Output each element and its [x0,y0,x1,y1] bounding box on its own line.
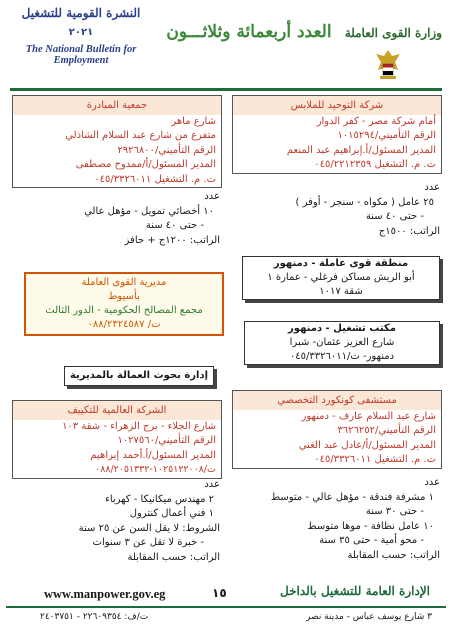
header-divider [10,88,442,91]
region-address: أبو الريش مساكن فرغلي - عمارة ١ [267,272,415,283]
company-street: شارع ماهر [171,115,216,127]
company-address: أمام شركة مصر - كفر الدوار [316,115,436,127]
count-label: عدد [424,477,440,488]
salary: الراتب: حسب المقابلة [347,549,440,561]
job-item: ١ مشرفة فندقة - مؤهل عالي - متوسط [270,491,434,503]
job-item: - خبرة لا تقل عن ٣ سنوات [92,537,204,548]
job-details-ac-company [12,478,220,565]
footer-address: ٣ شارع يوسف عباس - مدينة نصر [306,612,432,622]
count-label: عدد [424,182,440,193]
salary: الراتب: ١٢٠٠ج + حافز [124,234,220,246]
manager-name: المدير المسئول/أ/عادل عبد الغني [298,439,436,451]
manager-name: المدير المسئول/أ/ممدوح مصطفى [75,159,216,170]
insurance-number: الرقم التأميني/٣٦٢٦٢٥٢ [337,425,436,436]
job-item: - حتى ٤٠ سنة [365,211,424,222]
salary: الراتب: حسب المقابلة [127,551,220,563]
job-details-mubadara [12,190,220,248]
job-item: ٢٥ عامل ( مكواه - سنجر - أوفر ) [295,196,434,208]
job-item: ١٠ أخصائي تمويل - مؤهل عالي [84,205,214,217]
salary: الراتب: ١٥٠٠ج [378,225,440,237]
footer-phone: ت/ف: ٢٢٦٠٩٣٥٤ - ٢٤٠٣٧٥١ [40,612,149,622]
employment-phone: ت. م. التشغيل ٠٤٥/٣٣٢٦٠١١ [94,173,216,185]
insurance-number: الرقم التأميني/٢٩٢٦٨٠٠ [117,144,216,156]
website-link[interactable]: www.manpower.gov.eg [44,587,166,601]
company-address: شارع عبد السلام عارف - دمنهور [301,410,436,422]
issue-title: العدد أربعمائة وثلاثـــون [166,22,332,42]
insurance-number: الرقم التأميني/١٠١٥٢٩٤ [337,130,436,141]
manager-name: المدير المسئول/أ.أحمد إبراهيم [90,449,216,461]
region-flat: شقة ١٠١٧ [319,286,363,297]
employment-phone: ت. م. التشغيل ٠٤٥/٢٢١٢٣٥٩ [314,159,436,170]
research-dept-label: إدارة بحوث العمالة بالمديرية [69,370,209,381]
company-address: متفرع من شارع عبد السلام الشاذلي [65,130,216,141]
region-title: منطقة قوى عاملة - دمنهور [273,258,409,269]
office-address: شارع العزيز عثمان- شبرا [289,337,395,348]
directorate-address: مجمع المصالح الحكومية - الدور الثالث [45,305,203,316]
bulletin-title-en: The National Bulletin for Employment [25,44,137,66]
job-item: - محو أمية - حتى ٣٥ سنة [319,535,424,546]
directorate-box [24,272,224,336]
manager-name: المدير المسئول/أ.إبراهيم عبد المنعم [286,144,436,156]
job-card-tawheed [232,95,442,174]
job-item: - حتى ٣٠ سنة [365,506,424,517]
job-item: - حتى ٤٠ سنة [145,220,204,231]
bulletin-year: ٢٠٢١ [68,27,94,38]
count-label: عدد [204,191,220,202]
count-label: عدد [204,479,220,490]
job-card-mubadara [12,95,222,188]
page-number: ١٥ [212,586,227,600]
job-card-ac-company [12,400,222,479]
egypt-eagle-icon [374,48,402,82]
directorate-title: مديرية القوى العاملة [81,277,167,288]
page-header [0,0,452,92]
footer-divider [6,606,446,608]
job-item: ٢ مهندس ميكانيكا - كهرباء [105,493,214,505]
directorate-phone: ت/ ٠٨٨/٢٣٢٤٥٨٧ [87,319,161,330]
office-title: مكتب تشغيل - دمنهور [288,323,396,334]
directorate-city: بأسيوط [108,291,140,302]
job-conditions: الشروط: لا يقل السن عن ٢٥ سنة [78,522,220,534]
research-dept-box [64,366,214,386]
employment-phone: ت/١٠٢٥١٢٢٠٠٨-٠٨٨/٢٠٥١٣٣٢ [95,464,216,475]
footer-admin-title: الإدارة العامة للتشغيل بالداخل [279,584,430,598]
office-phone: دمنهور- ت/٠٤٥/٣٣٢٦٠١١ [289,351,395,362]
company-address: شارع الجلاء - برج الزهراء - شقة ١٠٣ [62,420,216,432]
insurance-number: الرقم التأميني/١٠٢٧٥٦٠ [117,435,216,446]
job-item: ١٠ عامل نظافة - موها متوسط [307,520,434,532]
company-name: جمعية المبادرة [13,96,221,115]
bulletin-title-ar: النشرة القومية للتشغيل [21,6,141,20]
region-box [242,256,440,300]
job-card-concord [232,390,442,469]
ministry-title: وزارة القوى العاملة [344,26,442,40]
company-name: الشركة العالمية للتكييف [13,401,221,420]
employment-phone: ت. م. التشغيل ٠٤٥/٣٣٢٦٠١١ [314,454,436,465]
job-details-concord [232,476,440,563]
job-details-tawheed [232,181,440,239]
job-item: ١ فني أعمال كنترول [129,508,214,519]
office-box [244,321,440,365]
company-name: شركة التوحيد للملابس [233,96,441,115]
company-name: مستشفى كونكورد التخصصي [233,391,441,410]
